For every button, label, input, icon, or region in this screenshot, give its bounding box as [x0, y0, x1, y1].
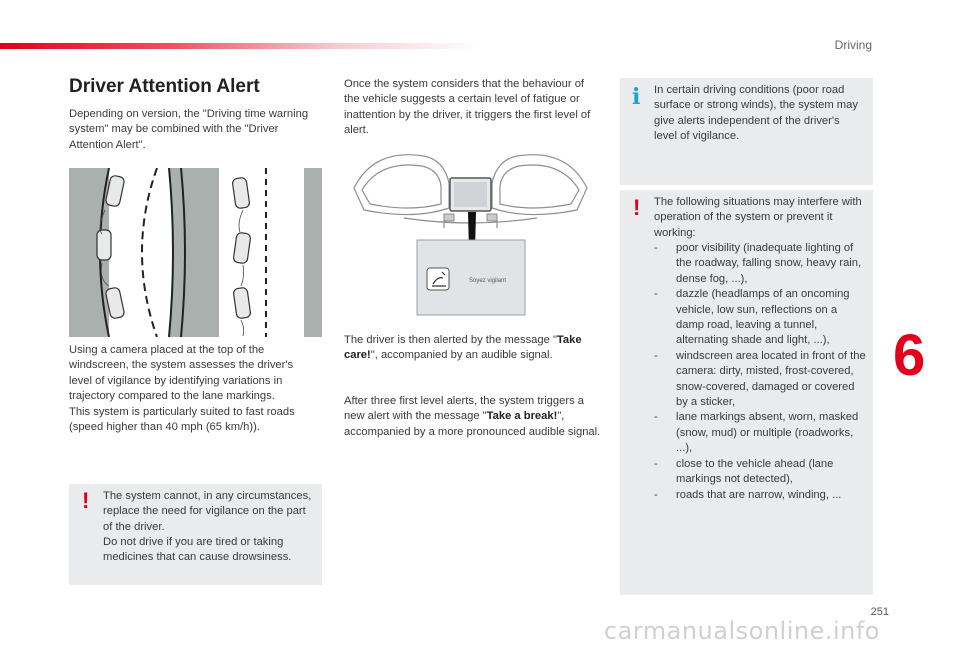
- info-text: In certain driving conditions (poor road surface or strong winds), the system may give alerts independent of the driver's level of vigilance.: [654, 84, 858, 143]
- info-box: [620, 78, 873, 185]
- warning-icon-2: !: [633, 195, 641, 220]
- page-number: 251: [870, 606, 889, 618]
- lane-illustration: [69, 168, 322, 337]
- speed-paragraph: This system is particularly suited to fast roads (speed higher than 40 mph (65 km/h)).: [69, 406, 295, 434]
- situations-list: [654, 241, 866, 503]
- chapter-number: 6: [893, 323, 926, 388]
- take-break-pre: After three first level alerts, the system triggers a new alert with the message ": [344, 395, 584, 423]
- list-item: - roads that are narrow, winding, ...: [654, 488, 866, 503]
- list-item: - dazzle (headlamps of an oncoming vehicle, low sun, reflections on a damp road, leaving a tunnel, alternating shade and light, ...),: [654, 287, 866, 349]
- camera-paragraph: Using a camera placed at the top of the windscreen, the system assesses the driver's level of vigilance by identifying variations in trajectory compared to the lane markings.: [69, 344, 294, 403]
- intro-paragraph: Depending on version, the "Driving time warning system" may be combined with the "Driver Attention Alert".: [69, 108, 309, 151]
- list-item: - lane markings absent, worn, masked (snow, mud) or multiple (roadworks, ...),: [654, 410, 866, 456]
- take-break-paragraph: [344, 394, 602, 440]
- section-name: Driving: [834, 38, 872, 52]
- warning-text-2: Do not drive if you are tired or taking medicines that can cause drowsiness.: [103, 536, 292, 564]
- take-care-message: Take care!: [344, 334, 582, 362]
- situations-intro: The following situations may interfere with operation of the system or prevent it working:: [654, 196, 862, 239]
- lane-trajectory-figure: [69, 168, 322, 337]
- take-break-message: Take a break!: [486, 410, 558, 423]
- take-break-post: ", accompanied by a more pronounced audible signal.: [344, 410, 601, 438]
- list-item: - close to the vehicle ahead (lane markings not detected),: [654, 457, 866, 488]
- warning-box-1: [69, 484, 322, 585]
- screen-message: Soyez vigilant: [469, 278, 507, 284]
- list-item: - windscreen area located in front of the camera: dirty, misted, frost-covered, snow-covered, damaged or covered by a sticker,: [654, 349, 866, 411]
- page-title: Driver Attention Alert: [69, 76, 260, 97]
- info-icon: i: [632, 84, 641, 110]
- instrument-panel-figure: [344, 148, 597, 320]
- header-accent-bar: [0, 43, 480, 49]
- warning-text-1: The system cannot, in any circumstances, replace the need for vigilance on the part of the driver.: [103, 490, 312, 533]
- alert-paragraph: Once the system considers that the behaviour of the vehicle suggests a certain level of fatigue or inattention by the driver, it triggers the first level of alert.: [344, 78, 591, 137]
- take-care-paragraph: [344, 333, 594, 364]
- warning-box-2: [620, 190, 873, 595]
- watermark: carmanualsonline.info: [603, 617, 880, 645]
- take-care-post: ", accompanied by an audible signal.: [370, 349, 553, 362]
- dashboard-illustration: [344, 148, 597, 320]
- list-item: - poor visibility (inadequate lighting of the roadway, falling snow, heavy rain, dense fog, ...),: [654, 241, 866, 287]
- warning-icon: !: [82, 488, 90, 513]
- take-care-pre: The driver is then alerted by the message ": [344, 334, 557, 346]
